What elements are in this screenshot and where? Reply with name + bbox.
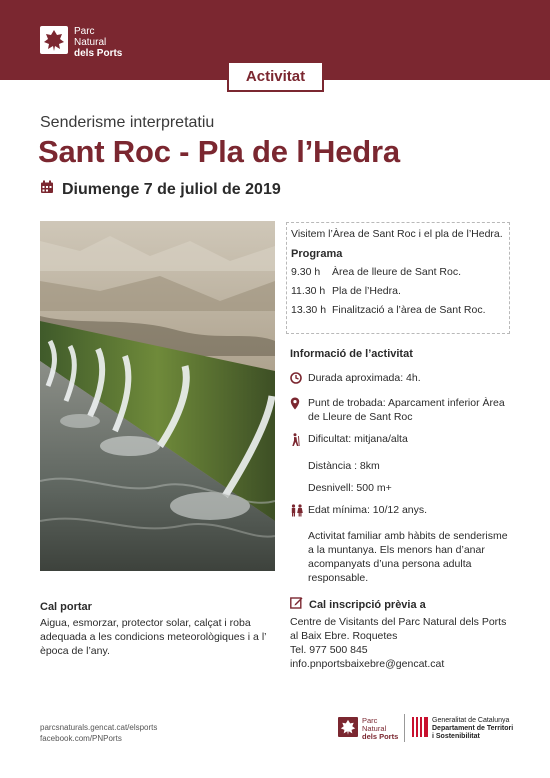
location-pin-icon <box>290 396 308 414</box>
footer-links <box>40 722 157 744</box>
cal-portar-heading: Cal portar <box>40 601 92 613</box>
fountain-photo <box>40 221 275 571</box>
event-date: Diumenge 7 de juliol de 2019 <box>62 180 281 198</box>
facebook-link[interactable]: facebook.com/PNPorts <box>40 734 122 743</box>
punt-text: Punt de trobada: Aparcament inferior Àrea de Lleure de Sant Roc <box>308 397 505 423</box>
info-edat <box>290 503 512 521</box>
inscripcio-heading-row <box>290 596 515 613</box>
date-row <box>40 180 281 199</box>
logo-line-3: dels Ports <box>74 48 123 59</box>
footer-divider <box>404 714 405 742</box>
intro-text: Visitem l’Àrea de Sant Roc i el pla de l’Hedra. <box>291 228 503 240</box>
programa-text: Finalització a l’àrea de Sant Roc. <box>332 304 486 316</box>
info-punt <box>290 396 512 424</box>
programa-text: Àrea de lleure de Sant Roc. <box>332 266 461 278</box>
programa-item <box>291 303 505 317</box>
cal-portar-section <box>40 600 272 658</box>
programa-text: Pla de l’Hedra. <box>332 285 401 297</box>
programa-heading: Programa <box>291 248 343 260</box>
hiker-icon <box>290 432 308 451</box>
durada-text: Durada aproximada: 4h. <box>308 372 421 384</box>
edat-text: Edat mínima: 10/12 anys. <box>308 504 428 516</box>
info-heading: Informació de l’activitat <box>290 348 413 360</box>
generalitat-text <box>432 717 513 741</box>
page-subtitle: Senderisme interpretatiu <box>40 114 215 131</box>
footer-logo-line-2: Natural <box>362 724 387 733</box>
inscripcio-email[interactable]: info.pnportsbaixebre@gencat.cat <box>290 658 445 670</box>
programa-item <box>291 265 505 279</box>
logo-line-1: Parc <box>74 26 95 37</box>
cal-portar-text: Aigua, esmorzar, protector solar, calçat i roba adequada a les condicions meteorològiques i a l’ època de l’any. <box>40 617 267 657</box>
leaf-logo-icon <box>338 717 358 737</box>
programa-time: 9.30 h <box>291 266 321 278</box>
nota-text: Activitat familiar amb hàbits de senderisme a la muntanya. Els menors han d’anar acompanyats d’una persona adulta responsable. <box>308 530 508 584</box>
programa-box <box>286 222 510 334</box>
logo-text <box>74 26 122 59</box>
inscripcio-centre: Centre de Visitants del Parc Natural dels Ports al Baix Ebre. Roquetes <box>290 616 507 642</box>
generalitat-line-3: i Sostenibilitat <box>432 733 480 740</box>
parc-natural-logo <box>40 26 122 59</box>
generalitat-line-1: Generalitat de Catalunya <box>432 717 510 724</box>
programa-time: 11.30 h <box>291 285 326 297</box>
footer-logo-text <box>362 717 398 741</box>
inscripcio-tel: Tel. 977 500 845 <box>290 644 368 656</box>
generalitat-logo <box>412 717 513 742</box>
distancia-text: Distància : 8km <box>308 460 380 472</box>
programa-item <box>291 284 505 298</box>
footer-logo-line-1: Parc <box>362 716 378 725</box>
programa-time: 13.30 h <box>291 304 327 316</box>
info-section <box>290 347 512 593</box>
edit-icon <box>290 596 303 613</box>
generalitat-line-2: Departament de Territori <box>432 725 514 732</box>
generalitat-flag-icon <box>412 717 428 742</box>
activitat-badge: Activitat <box>227 61 324 92</box>
footer-parc-logo <box>338 717 398 741</box>
page-title: Sant Roc - Pla de l’Hedra <box>38 134 400 169</box>
info-durada <box>290 371 512 388</box>
dificultat-text: Dificultat: mitjana/alta <box>308 433 408 445</box>
info-dificultat <box>290 432 512 451</box>
desnivell-text: Desnivell: 500 m+ <box>308 482 392 494</box>
web-link[interactable]: parcsnaturals.gencat.cat/elsports <box>40 723 158 732</box>
leaf-logo-icon <box>40 26 68 54</box>
footer-logo-line-3: dels Ports <box>362 732 399 741</box>
inscripcio-heading: Cal inscripció prèvia a <box>309 598 426 611</box>
family-icon <box>290 503 308 521</box>
logo-line-2: Natural <box>74 37 107 48</box>
inscripcio-section <box>290 596 515 671</box>
clock-icon <box>290 371 308 388</box>
calendar-icon <box>40 180 54 199</box>
